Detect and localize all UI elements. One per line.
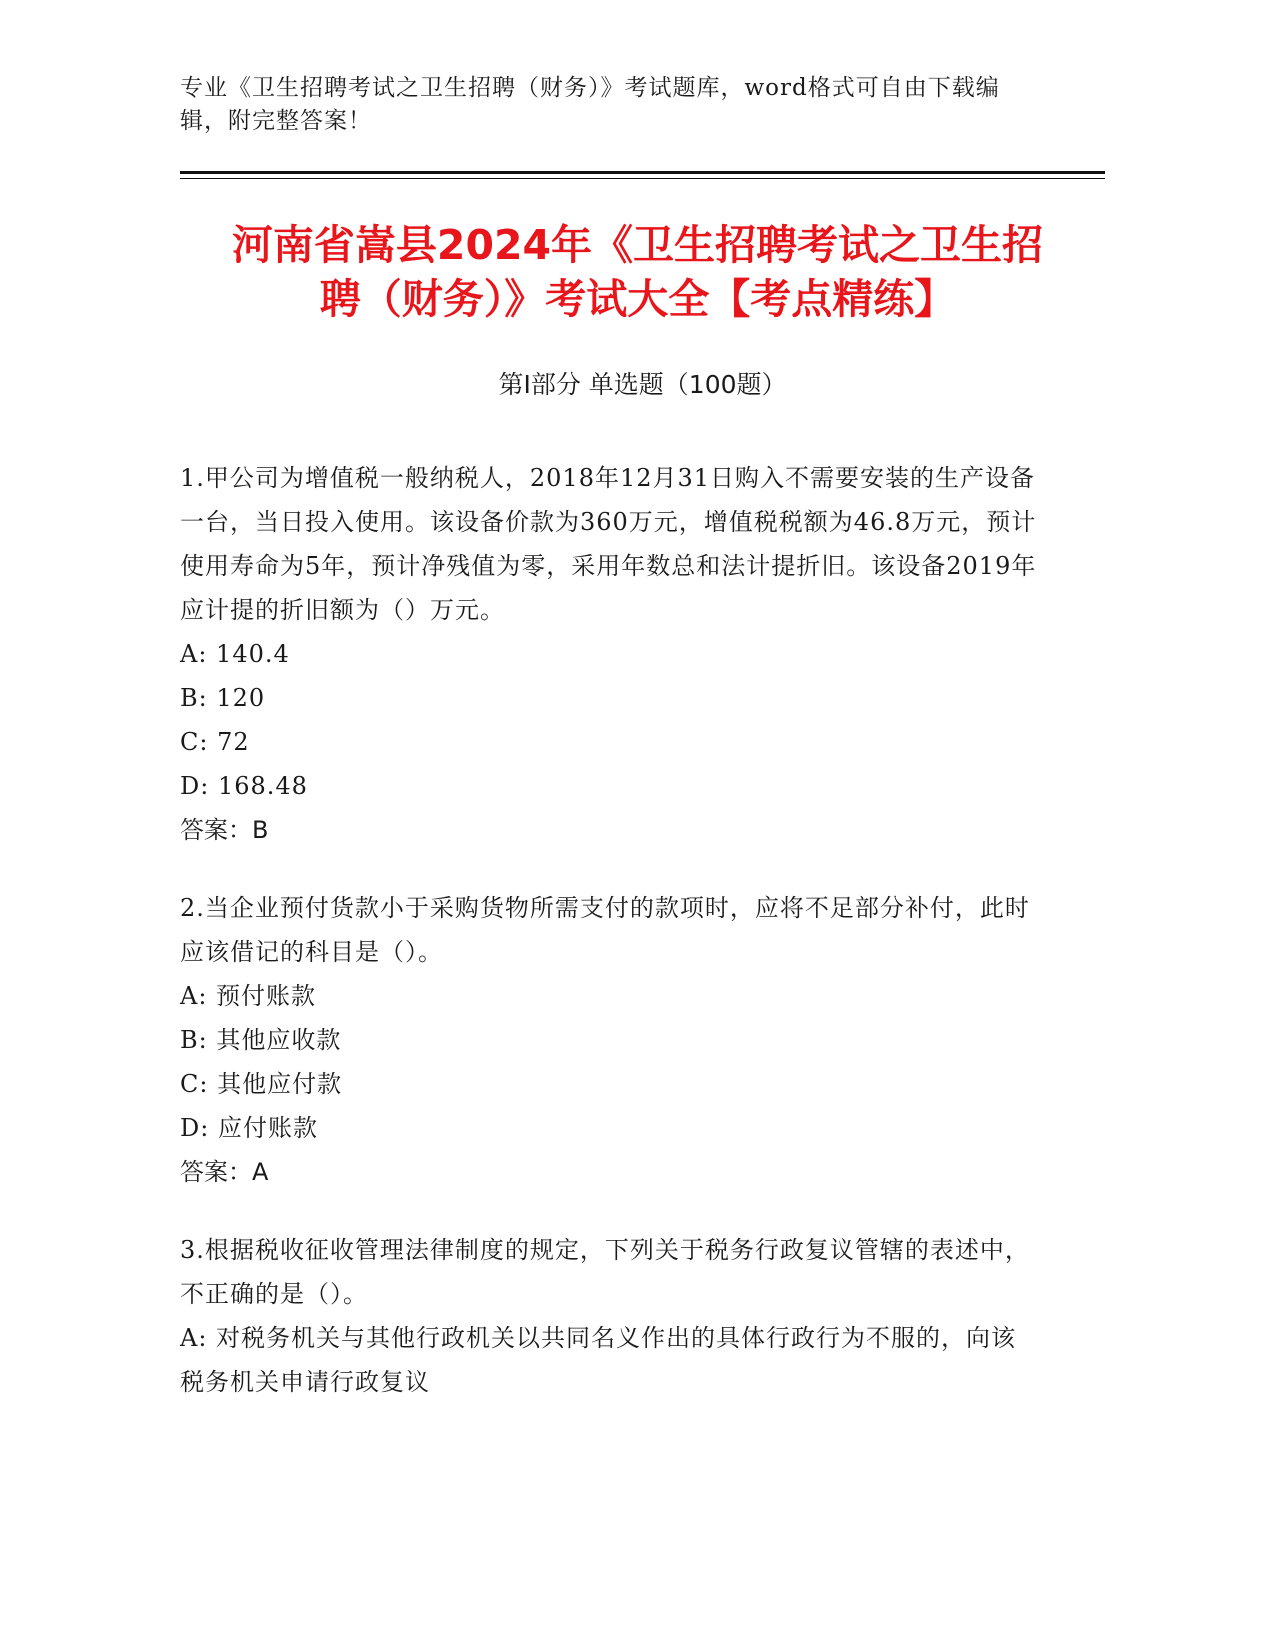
answer: 答案：B — [180, 816, 269, 844]
option-d: D: 应付账款 — [180, 1114, 318, 1142]
header-rule-thin — [180, 178, 1105, 179]
option-d: D: 168.48 — [180, 772, 308, 800]
document-title-line-1: 河南省嵩县2024年《卫生招聘考试之卫生招 — [231, 221, 1044, 269]
option-b: B: 120 — [180, 684, 266, 712]
question-stem: 1.甲公司为增值税一般纳税人，2018年12月31日购入不需要安装的生产设备一台，当日投入使用。该设备价款为360万元，增值税税额为46.8万元，预计使用寿命为5年，预计净残值为零，采用年数总和法计提折旧。该设备2019年应计提的折旧额为（）万元。 — [180, 464, 1037, 624]
answer: 答案：A — [180, 1158, 269, 1186]
question-stem: 2.当企业预付货款小于采购货物所需支付的款项时，应将不足部分补付，此时应该借记的科目是（）。 — [180, 894, 1030, 966]
option-b: B: 其他应收款 — [180, 1026, 342, 1054]
document-title-line-2: 聘（财务）》考试大全【考点精练】 — [319, 275, 956, 323]
question-1 — [180, 456, 1040, 852]
option-c: C: 72 — [180, 728, 250, 756]
question-list — [180, 456, 1040, 1438]
option-a: A: 对税务机关与其他行政机关以共同名义作出的具体行政行为不服的，向该税务机关申请行政复议 — [180, 1324, 1017, 1396]
question-2 — [180, 886, 1040, 1194]
option-a: A: 140.4 — [180, 640, 290, 668]
document-title — [150, 218, 1125, 326]
option-a: A: 预付账款 — [180, 982, 317, 1010]
question-stem: 3.根据税收征收管理法律制度的规定，下列关于税务行政复议管辖的表述中，不正确的是（）。 — [180, 1236, 1030, 1308]
section-heading: 第I部分 单选题（100题） — [498, 370, 787, 399]
header-rule-thick — [180, 171, 1105, 174]
question-3 — [180, 1228, 1040, 1404]
header-note: 专业《卫生招聘考试之卫生招聘（财务）》考试题库，word格式可自由下载编辑，附完整答案！ — [180, 75, 1000, 134]
option-c: C: 其他应付款 — [180, 1070, 343, 1098]
